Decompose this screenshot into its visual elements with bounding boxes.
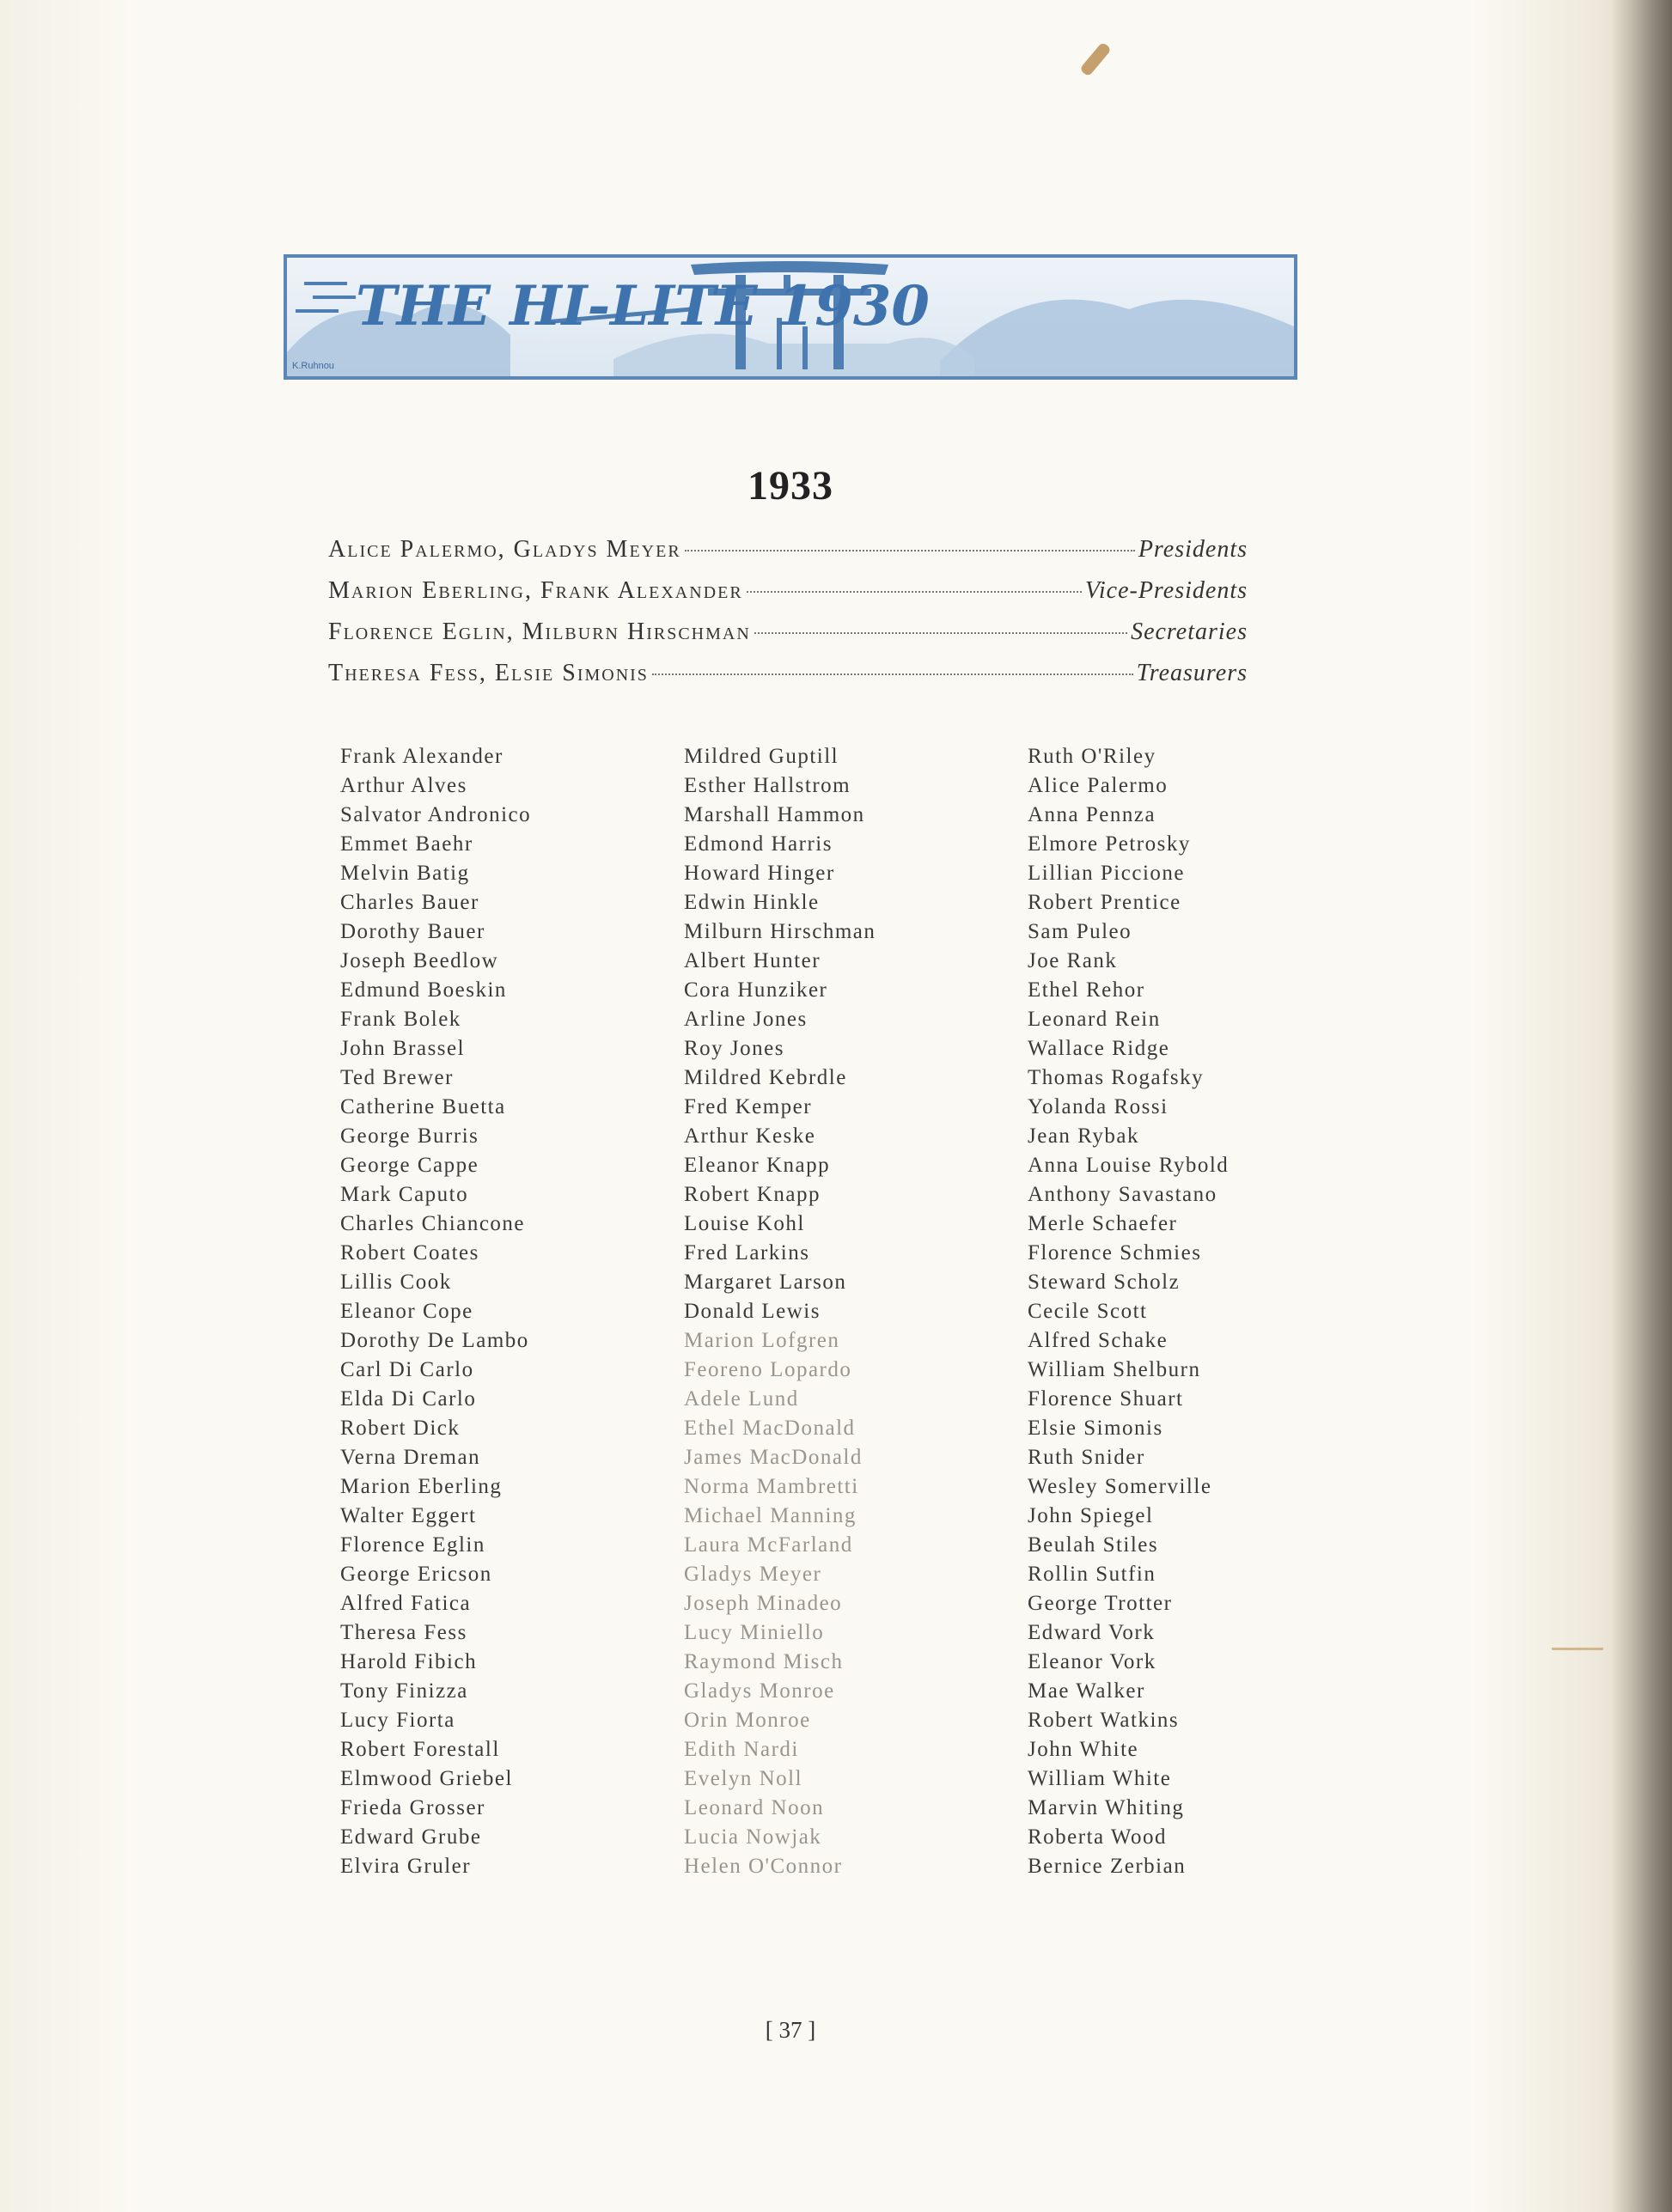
book-spine-edge [1612,0,1672,2212]
student-name: Robert Dick [340,1417,461,1440]
student-name: Eleanor Vork [1028,1650,1156,1673]
student-name: Howard Hinger [684,862,835,885]
student-name: George Trotter [1028,1592,1173,1615]
officer-row [328,619,1248,660]
student-name: Cora Hunziker [684,978,828,1002]
student-name: Frank Bolek [340,1008,461,1031]
student-name: Lucia Nowjak [684,1825,822,1849]
officer-title: Presidents [1138,536,1248,563]
student-name: Elda Di Carlo [340,1387,477,1411]
student-name: George Cappe [340,1154,479,1177]
student-name: William White [1028,1767,1172,1790]
student-name: Elmwood Griebel [340,1767,513,1790]
student-name: Emmet Baehr [340,832,473,856]
student-name: Elsie Simonis [1028,1417,1163,1440]
student-name: John Spiegel [1028,1504,1154,1527]
page-number: [ 37 ] [765,2017,816,2043]
student-name: Joseph Beedlow [340,949,499,972]
officer-title: Vice-Presidents [1084,577,1248,604]
student-name: Robert Watkins [1028,1709,1180,1732]
hi-lite-banner [284,254,1297,380]
student-name: Frank Alexander [340,745,503,768]
student-name: Evelyn Noll [684,1767,803,1790]
student-name: Fred Larkins [684,1241,810,1264]
student-name: George Burris [340,1124,479,1148]
officer-row [328,660,1248,701]
student-name: Leonard Noon [684,1796,825,1819]
student-name: Louise Kohl [684,1212,805,1235]
student-name: Edmond Harris [684,832,833,856]
student-name: Margaret Larson [684,1271,847,1294]
student-name: Gladys Monroe [684,1679,835,1703]
student-name: Cecile Scott [1028,1300,1148,1323]
officer-names: Alice Palermo, Gladys Meyer [328,536,681,563]
student-name: Michael Manning [684,1504,857,1527]
student-name: Melvin Batig [340,862,470,885]
class-roster-column-2 [684,742,1028,1881]
class-roster-column-3 [1028,742,1371,1881]
student-name: Ted Brewer [340,1066,454,1089]
student-name: Feoreno Lopardo [684,1358,852,1381]
student-name: Dorothy Bauer [340,920,485,943]
leader-dots [747,591,1082,593]
student-name: Edward Vork [1028,1621,1156,1644]
student-name: Adele Lund [684,1387,799,1411]
student-name: Norma Mambretti [684,1475,859,1498]
student-name: Esther Hallstrom [684,774,851,797]
officer-row [328,577,1248,619]
student-name: Thomas Rogafsky [1028,1066,1205,1089]
banner-artist-signature: K.Ruhnou [292,361,334,371]
student-name: Steward Scholz [1028,1271,1181,1294]
student-name: Donald Lewis [684,1300,821,1323]
student-name: Edward Grube [340,1825,482,1849]
student-name: George Ericson [340,1563,492,1586]
student-name: Verna Dreman [340,1446,481,1469]
officer-names: Theresa Fess, Elsie Simonis [328,660,649,686]
student-name: Ruth Snider [1028,1446,1145,1469]
student-name: Joe Rank [1028,949,1118,972]
student-name: Carl Di Carlo [340,1358,474,1381]
student-name: Mildred Kebrdle [684,1066,847,1089]
student-name: Florence Shuart [1028,1387,1184,1411]
student-name: Bernice Zerbian [1028,1855,1187,1878]
student-name: Tony Finizza [340,1679,468,1703]
student-name: Frieda Grosser [340,1796,485,1819]
student-name: Helen O'Connor [684,1855,843,1878]
student-name: Raymond Misch [684,1650,844,1673]
student-name: Charles Bauer [340,891,479,914]
student-name: Harold Fibich [340,1650,478,1673]
student-name: Mark Caputo [340,1183,469,1206]
class-roster-column-1 [340,742,684,1881]
student-name: Ruth O'Riley [1028,745,1156,768]
student-name: Edith Nardi [684,1738,799,1761]
student-name: Joseph Minadeo [684,1592,843,1615]
student-name: Lillis Cook [340,1271,452,1294]
student-name: John White [1028,1738,1139,1761]
student-name: Elvira Gruler [340,1855,472,1878]
officer-title: Treasurers [1136,660,1248,686]
student-name: Anna Pennza [1028,803,1156,826]
student-name: Edmund Boeskin [340,978,507,1002]
student-name: John Brassel [340,1037,466,1060]
student-name: Laura McFarland [684,1533,853,1557]
student-name: Arthur Alves [340,774,467,797]
student-name: Alfred Schake [1028,1329,1169,1352]
banner-artwork-icon [287,258,1294,376]
student-name: Yolanda Rossi [1028,1095,1169,1118]
student-name: Roy Jones [684,1037,784,1060]
student-name: Beulah Stiles [1028,1533,1159,1557]
student-name: Eleanor Knapp [684,1154,831,1177]
student-name: Alfred Fatica [340,1592,472,1615]
student-name: Ethel Rehor [1028,978,1145,1002]
student-name: Milburn Hirschman [684,920,876,943]
student-name: Wesley Somerville [1028,1475,1212,1498]
student-name: Theresa Fess [340,1621,467,1644]
officer-row [328,536,1248,577]
student-name: Marion Eberling [340,1475,503,1498]
student-name: Charles Chiancone [340,1212,526,1235]
student-name: James MacDonald [684,1446,863,1469]
student-name: Albert Hunter [684,949,821,972]
officer-title: Secretaries [1131,619,1248,645]
leader-dots [685,550,1135,551]
student-name: Merle Schaefer [1028,1212,1178,1235]
officer-names: Marion Eberling, Frank Alexander [328,577,743,604]
paper-smudge [1079,41,1112,76]
student-name: Dorothy De Lambo [340,1329,529,1352]
student-name: Eleanor Cope [340,1300,473,1323]
student-name: Robert Knapp [684,1183,821,1206]
student-name: Robert Forestall [340,1738,500,1761]
student-name: Anna Louise Rybold [1028,1154,1230,1177]
student-name: Leonard Rein [1028,1008,1161,1031]
student-name: Jean Rybak [1028,1124,1139,1148]
banner-title: THE HI-LITE 1930 [356,274,930,338]
student-name: Mildred Guptill [684,745,839,768]
student-name: Salvator Andronico [340,803,532,826]
student-name: Elmore Petrosky [1028,832,1191,856]
student-name: Robert Prentice [1028,891,1181,914]
student-name: Catherine Buetta [340,1095,506,1118]
student-name: Gladys Meyer [684,1563,822,1586]
student-name: Florence Schmies [1028,1241,1202,1264]
student-name: Wallace Ridge [1028,1037,1170,1060]
class-year-heading: 1933 [748,463,833,509]
student-name: Marion Lofgren [684,1329,840,1352]
student-name: Lillian Piccione [1028,862,1185,885]
student-name: Rollin Sutfin [1028,1563,1156,1586]
student-name: Lucy Miniello [684,1621,825,1644]
student-name: Florence Eglin [340,1533,485,1557]
student-name: Fred Kemper [684,1095,813,1118]
officer-names: Florence Eglin, Milburn Hirschman [328,619,751,645]
student-name: Walter Eggert [340,1504,477,1527]
student-name: Arline Jones [684,1008,808,1031]
officers-list [328,536,1248,701]
student-name: Arthur Keske [684,1124,816,1148]
student-name: Anthony Savastano [1028,1183,1217,1206]
paper-mark [1552,1648,1603,1650]
student-name: Roberta Wood [1028,1825,1168,1849]
student-name: Marvin Whiting [1028,1796,1185,1819]
leader-dots [754,632,1127,634]
student-name: Edwin Hinkle [684,891,820,914]
student-name: Sam Puleo [1028,920,1132,943]
student-name: Lucy Fiorta [340,1709,455,1732]
student-name: William Shelburn [1028,1358,1201,1381]
student-name: Alice Palermo [1028,774,1169,797]
student-name: Marshall Hammon [684,803,865,826]
student-name: Mae Walker [1028,1679,1145,1703]
student-name: Robert Coates [340,1241,479,1264]
student-name: Orin Monroe [684,1709,811,1732]
student-name: Ethel MacDonald [684,1417,856,1440]
leader-dots [652,673,1133,675]
